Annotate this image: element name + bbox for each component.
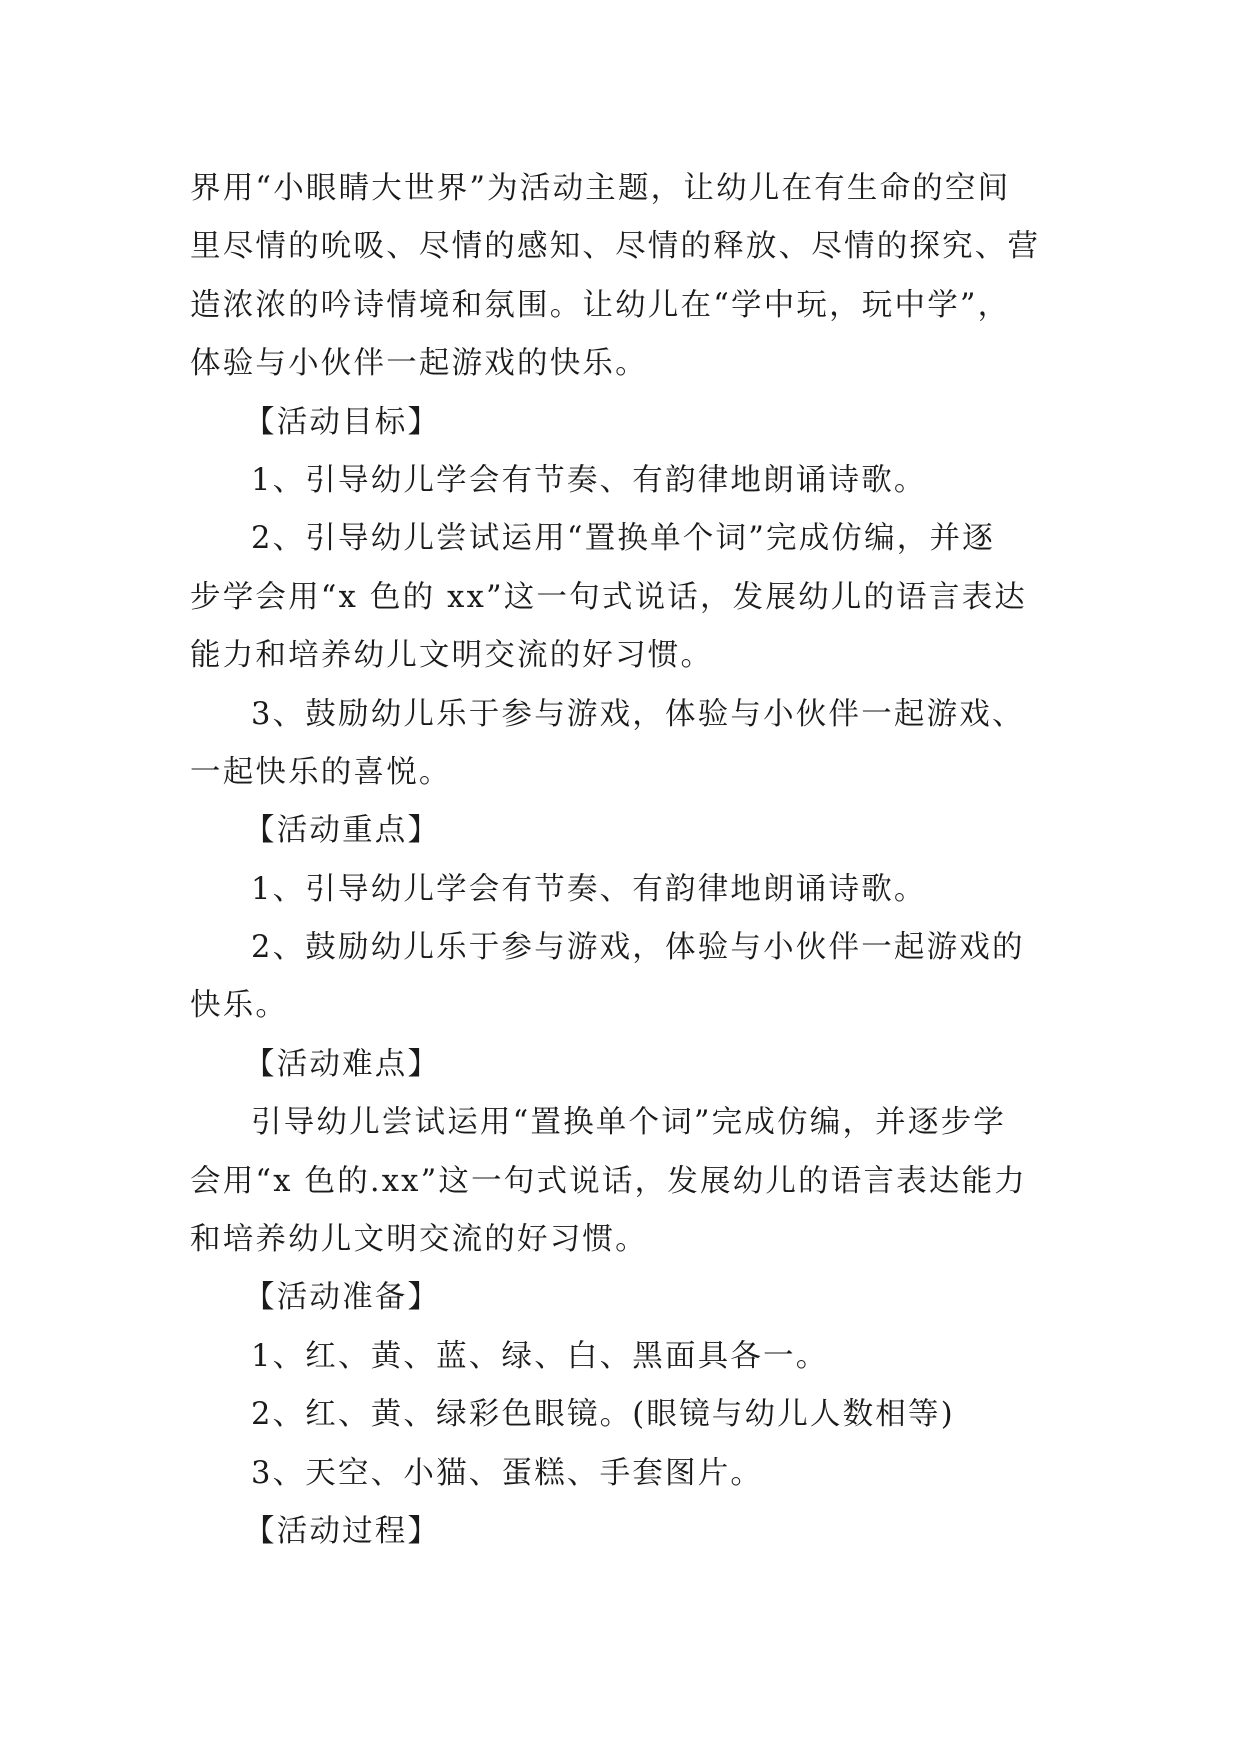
paragraph-line: 1、引导幼儿学会有节奏、有韵律地朗诵诗歌。: [251, 462, 927, 498]
paragraph-line: 界用“小眼睛大世界”为活动主题，让幼儿在有生命的空间: [190, 171, 1011, 206]
section-heading: 【活动重点】: [244, 813, 441, 849]
section-heading: 【活动目标】: [244, 404, 441, 440]
document-page: [190, 160, 1050, 1561]
paragraph-line: 一起快乐的喜悦。: [190, 754, 452, 790]
paragraph-line: 3、鼓励幼儿乐于参与游戏，体验与小伙伴一起游戏、: [251, 696, 1025, 732]
paragraph-line: 造浓浓的吟诗情境和氛围。让幼儿在“学中玩，玩中学”，: [190, 287, 1011, 323]
paragraph-line: 体验与小伙伴一起游戏的快乐。: [190, 346, 648, 382]
paragraph-line: 3、天空、小猫、蛋糕、手套图片。: [251, 1455, 764, 1491]
paragraph-line: 能力和培养幼儿文明交流的好习惯。: [190, 638, 714, 674]
paragraph-line: 1、红、黄、蓝、绿、白、黑面具各一。: [251, 1338, 829, 1374]
paragraph-line: 2、鼓励幼儿乐于参与游戏，体验与小伙伴一起游戏的: [251, 930, 1025, 966]
paragraph-line: 引导幼儿尝试运用“置换单个词”完成仿编，并逐步学: [251, 1105, 1006, 1141]
section-heading: 【活动过程】: [244, 1513, 441, 1549]
section-heading: 【活动难点】: [244, 1046, 441, 1082]
paragraph-line: 会用“x 色的.xx”这一句式说话，发展幼儿的语言表达能力: [190, 1163, 1027, 1199]
paragraph-line: 快乐。: [190, 988, 289, 1024]
paragraph-line: 和培养幼儿文明交流的好习惯。: [190, 1222, 648, 1258]
paragraph-line: 2、红、黄、绿彩色眼镜。(眼镜与幼儿人数相等): [251, 1397, 955, 1433]
section-heading: 【活动准备】: [244, 1280, 441, 1316]
paragraph-line: 步学会用“x 色的 xx”这一句式说话，发展幼儿的语言表达: [190, 579, 1027, 615]
paragraph-line: 1、引导幼儿学会有节奏、有韵律地朗诵诗歌。: [251, 871, 927, 907]
paragraph-line: 2、引导幼儿尝试运用“置换单个词”完成仿编，并逐: [251, 521, 995, 557]
paragraph-line: 里尽情的吮吸、尽情的感知、尽情的释放、尽情的探究、营: [190, 229, 1041, 265]
